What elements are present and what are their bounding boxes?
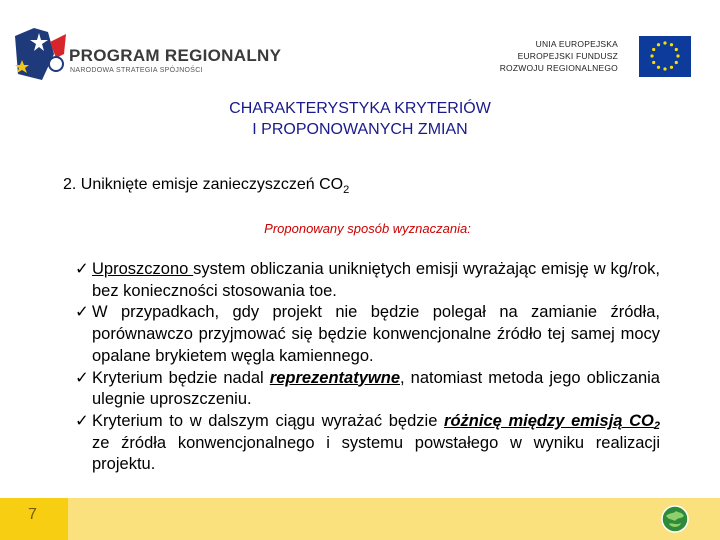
eu-line-3: ROZWOJU REGIONALNEGO <box>499 63 618 73</box>
slide-number: 7 <box>28 506 37 523</box>
bullet-list <box>75 259 660 476</box>
bullet-4-emphasis-text: różnicę między emisją CO <box>444 411 654 430</box>
checkmark-icon: ✓ <box>75 368 89 387</box>
bullet-4-before: Kryterium to w dalszym ciągu wyrażać będzie <box>92 411 445 430</box>
bullet-4-emphasis <box>444 412 660 430</box>
program-regionalny-logo <box>12 24 282 84</box>
bullet-2-text: W przypadkach, gdy projekt nie będzie polegał na zamianie źródła, porównawczo przyjmować się będzie konwencjonalne źródło tej samej mocy opalane brykietem węgla kamiennego. <box>92 303 660 365</box>
bullet-item-1 <box>75 259 660 302</box>
bullet-item-2 <box>75 302 660 367</box>
checkmark-icon: ✓ <box>75 260 89 278</box>
bullet-3-emphasis: reprezentatywne <box>269 368 400 387</box>
bullet-1-underlined: Uproszczono <box>92 260 194 278</box>
program-title: PROGRAM REGIONALNY <box>69 46 282 65</box>
section-heading-text: 2. Uniknięte emisje zanieczyszczeń CO <box>63 176 344 193</box>
footer-bar <box>0 498 720 540</box>
bullet-item-3 <box>75 368 660 411</box>
eu-line-1: UNIA EUROPEJSKA <box>535 39 618 49</box>
program-subtitle: NARODOWA STRATEGIA SPÓJNOŚCI <box>70 67 203 74</box>
proposed-method-label: Proponowany sposób wyznaczania: <box>264 221 471 236</box>
nss-star-emblem-icon <box>12 24 66 82</box>
slide-title <box>0 98 720 140</box>
section-heading <box>63 176 349 194</box>
bullet-3-after: , natomiast metoda jego obliczania ulegnie uproszczeniu. <box>92 368 660 409</box>
section-heading-subscript: 2 <box>343 184 350 196</box>
checkmark-icon: ✓ <box>75 411 89 430</box>
eu-line-2: EUROPEJSKI FUNDUSZ <box>517 51 618 61</box>
bullet-4-after: ze źródła konwencjonalnego i systemu powstałego w wyniku realizacji projektu. <box>92 433 660 474</box>
eu-flag-icon <box>639 36 691 77</box>
bullet-4-subscript: 2 <box>653 419 661 432</box>
bullet-item-4 <box>75 411 660 476</box>
eu-fund-label <box>500 38 618 74</box>
slide-title-line-2: I PROPONOWANYCH ZMIAN <box>252 121 468 138</box>
footer-number-block <box>0 498 68 540</box>
slide-title-line-1: CHARAKTERYSTYKA KRYTERIÓW <box>229 100 491 117</box>
bullet-1-text: system obliczania unikniętych emisji wyrażając emisję w kg/rok, bez konieczności stosowania toe. <box>92 260 660 300</box>
checkmark-icon: ✓ <box>75 303 89 322</box>
regional-globe-logo-icon <box>660 504 690 534</box>
bullet-3-before: Kryterium będzie nadal <box>92 368 270 387</box>
